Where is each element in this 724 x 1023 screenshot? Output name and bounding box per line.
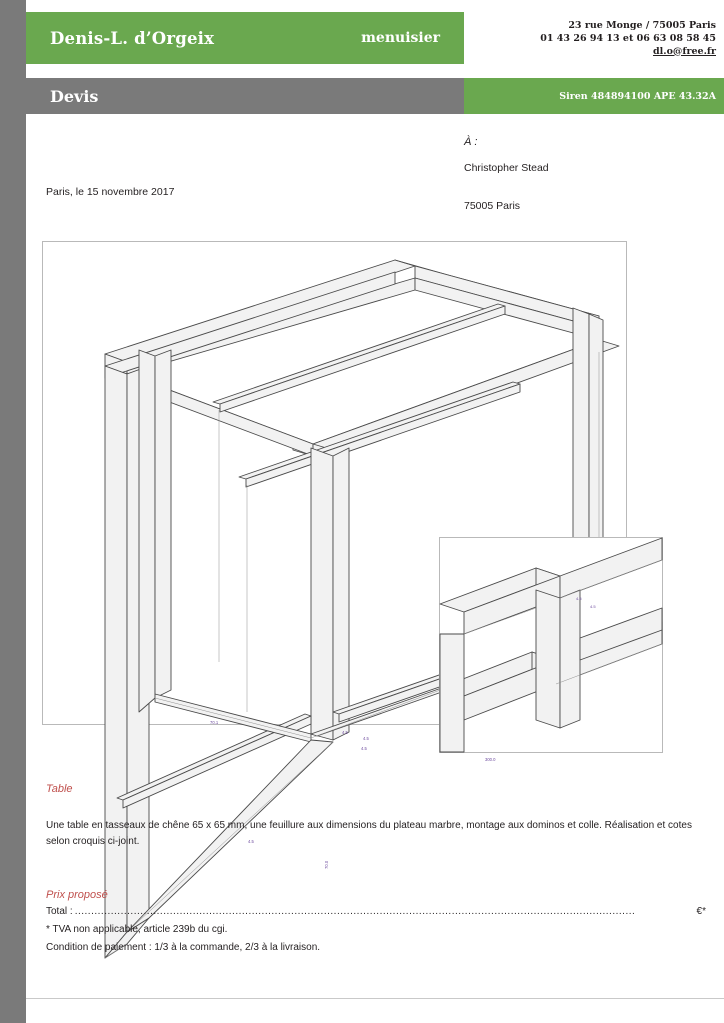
letterhead-subbar bbox=[26, 78, 724, 114]
contact-phones: 01 43 26 94 13 et 06 63 08 58 45 bbox=[540, 32, 716, 44]
joint-detail-drawing bbox=[440, 538, 662, 752]
document-type-label: Devis bbox=[50, 86, 99, 106]
section-title-table: Table bbox=[46, 783, 73, 795]
svg-text:4.5: 4.5 bbox=[363, 736, 369, 741]
svg-text:70.1: 70.1 bbox=[210, 720, 219, 725]
legal-block bbox=[464, 78, 724, 114]
letterhead-top bbox=[26, 12, 724, 64]
place-and-date: Paris, le 15 novembre 2017 bbox=[46, 186, 175, 198]
svg-text:4.5: 4.5 bbox=[361, 746, 367, 751]
svg-text:70.0: 70.0 bbox=[324, 860, 329, 869]
joint-detail-inset bbox=[439, 537, 663, 753]
contact-address: 23 rue Monge / 75005 Paris bbox=[568, 19, 716, 31]
svg-text:300.0: 300.0 bbox=[485, 757, 496, 762]
svg-text:4.5: 4.5 bbox=[342, 730, 348, 735]
currency-symbol: €* bbox=[696, 906, 706, 917]
note-payment: Condition de paiement : 1/3 à la commande, 2/3 à la livraison. bbox=[46, 942, 321, 953]
contact-block bbox=[464, 12, 724, 64]
total-label: Total : bbox=[46, 906, 73, 917]
legal-identifiers: Siren 484894100 APE 43.32A bbox=[559, 90, 716, 102]
addressee-name: Christopher Stead bbox=[464, 162, 549, 174]
svg-text:4.5: 4.5 bbox=[576, 596, 582, 601]
item-description: Une table en tasseaux de chêne 65 x 65 mm, une feuillure aux dimensions du plateau marbre, montage aux dominos et colle. Réalisation et cotes selon croquis ci-joint. bbox=[46, 820, 692, 847]
footer-rule bbox=[26, 998, 724, 999]
brand-block bbox=[26, 12, 464, 64]
addressee-block bbox=[464, 136, 704, 212]
addressee-label: À : bbox=[464, 136, 478, 148]
brand-profession: menuisier bbox=[361, 30, 440, 46]
addressee-city: 75005 Paris bbox=[464, 200, 521, 212]
total-dot-leader: ........................................................................................................................................................................... bbox=[74, 906, 636, 917]
contact-email[interactable]: dl.o@free.fr bbox=[653, 45, 716, 57]
svg-text:4.5: 4.5 bbox=[248, 839, 254, 844]
document-type-block bbox=[26, 78, 464, 114]
total-line bbox=[46, 906, 706, 917]
note-tva: * TVA non applicable, article 239b du cgi. bbox=[46, 924, 228, 935]
section-title-price: Prix proposé bbox=[46, 889, 108, 901]
brand-name: Denis-L. d’Orgeix bbox=[50, 28, 215, 48]
left-margin-bar bbox=[0, 0, 26, 1023]
svg-text:4.5: 4.5 bbox=[590, 604, 596, 609]
